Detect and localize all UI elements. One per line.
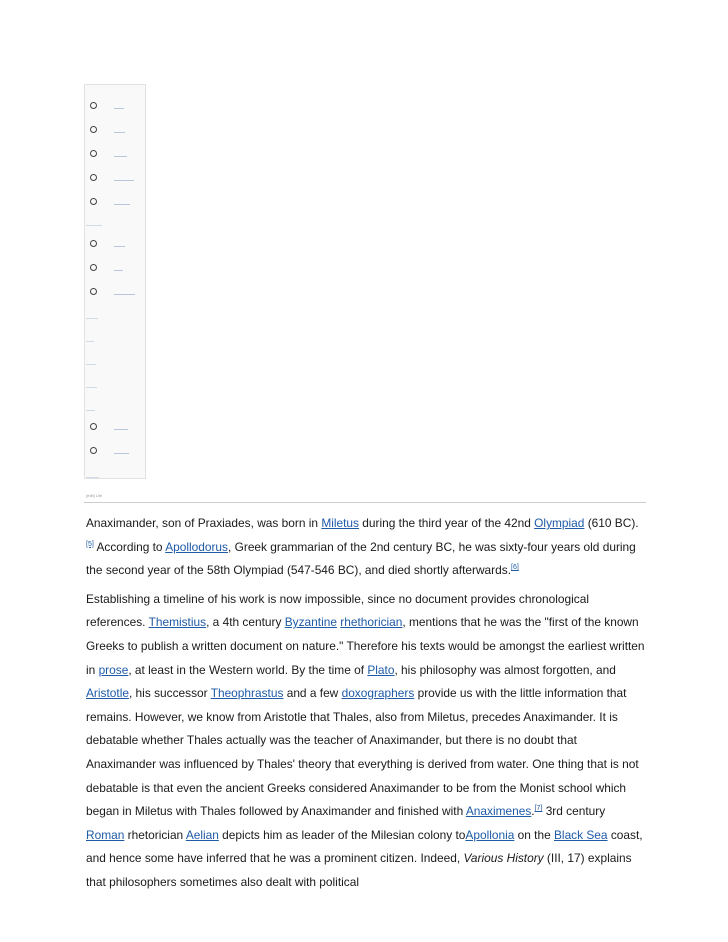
text-run: and a few	[283, 686, 342, 701]
text-run: , Greek grammarian of the 2nd century BC, he was sixty-four years old during the second year of the 58th Olympiad (547-546 BC), and died shortly afterwards.	[86, 539, 636, 578]
toc-link[interactable]	[114, 246, 125, 247]
table-of-contents	[84, 84, 146, 479]
wiki-link[interactable]: Apollodorus	[165, 539, 228, 554]
toc-item[interactable]	[85, 335, 147, 347]
toc-item[interactable]	[85, 381, 147, 393]
wiki-link[interactable]: Byzantine	[284, 615, 337, 630]
circle-bullet-icon	[90, 447, 97, 454]
circle-bullet-icon	[90, 174, 97, 181]
wiki-link[interactable]: doxographers	[341, 686, 415, 701]
circle-bullet-icon	[90, 423, 97, 430]
toc-item[interactable]	[85, 358, 147, 370]
circle-bullet-icon	[90, 102, 97, 109]
toc-link[interactable]	[114, 453, 129, 454]
text-run: , mentions that he was the "first of the known Greeks to publish a written document on nature." Therefore his texts would be amongst the earliest written in	[86, 615, 645, 677]
text-run: 3rd century	[542, 804, 606, 819]
wiki-link[interactable]: Plato	[367, 662, 395, 677]
toc-link[interactable]	[114, 108, 124, 109]
wiki-link[interactable]: Olympiad	[534, 516, 585, 530]
wiki-link[interactable]: Apollonia	[465, 827, 515, 842]
text-run: depicts him as leader of the Milesian colony to	[218, 827, 466, 842]
circle-bullet-icon	[90, 264, 97, 271]
toc-item[interactable]	[85, 219, 147, 231]
text-run: , at least in the Western world. By the time of	[128, 662, 368, 677]
circle-bullet-icon	[90, 150, 97, 157]
toc-link[interactable]	[114, 270, 123, 271]
toc-link[interactable]	[86, 318, 98, 319]
toc-link[interactable]	[86, 410, 95, 411]
wiki-link[interactable]: Aelian	[185, 827, 219, 842]
circle-bullet-icon	[90, 288, 97, 295]
text-run: , his philosophy was almost forgotten, and	[394, 662, 616, 677]
circle-bullet-icon	[90, 198, 97, 205]
toc-link[interactable]	[86, 477, 99, 478]
section-edit-tag[interactable]: [edit] Life	[86, 493, 103, 498]
toc-link[interactable]	[114, 429, 128, 430]
text-run: (610 BC).	[584, 516, 639, 530]
wiki-link[interactable]: Aristotle	[86, 686, 129, 701]
circle-bullet-icon	[90, 126, 97, 133]
toc-item[interactable]	[85, 150, 147, 162]
emphasized-text: Various History	[463, 851, 544, 866]
wiki-link[interactable]: rhethorician	[340, 615, 403, 630]
section-divider	[84, 502, 646, 503]
citation	[86, 541, 94, 548]
citation-link[interactable]: [6]	[511, 564, 519, 572]
citation	[511, 564, 519, 571]
toc-item[interactable]	[85, 423, 147, 435]
toc-item[interactable]	[85, 447, 147, 459]
toc-link[interactable]	[114, 156, 127, 157]
paragraph	[86, 588, 646, 895]
toc-link[interactable]	[114, 132, 125, 133]
wiki-link[interactable]: Themistius	[148, 615, 207, 630]
text-run: , his successor	[128, 686, 211, 701]
text-run: coast, and hence some have inferred that he was a prominent citizen. Indeed,	[86, 827, 643, 866]
paragraph	[86, 512, 646, 583]
toc-link[interactable]	[114, 180, 134, 181]
toc-link[interactable]	[114, 294, 135, 295]
text-run: (III, 17) explains that philosophers sometimes also dealt with political	[86, 851, 632, 889]
wiki-link[interactable]: Miletus	[321, 516, 359, 530]
toc-item[interactable]	[85, 198, 147, 210]
toc-item[interactable]	[85, 174, 147, 186]
wiki-link[interactable]: prose	[98, 662, 129, 677]
toc-link[interactable]	[114, 204, 130, 205]
toc-link[interactable]	[86, 364, 96, 365]
wiki-link[interactable]: Black Sea	[554, 827, 608, 842]
text-run: Anaximander, son of Praxiades, was born in	[86, 516, 322, 530]
text-run: during the third year of the 42nd	[358, 516, 535, 530]
toc-item[interactable]	[85, 240, 147, 252]
text-run: Establishing a timeline of his work is now impossible, since no document provides chronological references.	[86, 591, 589, 630]
text-run: , a 4th century	[206, 615, 285, 630]
toc-link[interactable]	[86, 387, 97, 388]
article-body	[86, 512, 646, 900]
text-run: provide us with the little information that remains. However, we know from Aristotle that Thales, also from Miletus, precedes Anaximander. It is debatable whether Thales actually was the teacher of Anaximander, but there is no doubt that Anaximander was influenced by Thales' theory that everything is derived from water. One thing that is not debatable is that even the ancient Greeks considered Anaximander to be from the Monist school which began in Miletus with Thales followed by Anaximander and finished with	[86, 686, 639, 819]
toc-item[interactable]	[85, 288, 147, 300]
text-run: on the	[514, 827, 554, 842]
toc-item[interactable]	[85, 102, 147, 114]
toc-item[interactable]	[85, 126, 147, 138]
wiki-link[interactable]: Anaximenes	[465, 804, 532, 819]
toc-item[interactable]	[85, 312, 147, 324]
toc-item[interactable]	[85, 264, 147, 276]
citation-link[interactable]: [7]	[534, 805, 543, 813]
toc-item[interactable]	[85, 471, 147, 483]
citation-link[interactable]: [5]	[86, 540, 94, 548]
wiki-link[interactable]: Theophrastus	[210, 686, 284, 701]
text-run: .	[531, 804, 535, 819]
toc-item[interactable]	[85, 404, 147, 416]
toc-link[interactable]	[86, 225, 102, 226]
text-run: rhetorician	[124, 827, 186, 842]
toc-link[interactable]	[86, 341, 94, 342]
circle-bullet-icon	[90, 240, 97, 247]
text-run: According to	[93, 539, 166, 554]
wiki-link[interactable]: Roman	[86, 827, 125, 842]
